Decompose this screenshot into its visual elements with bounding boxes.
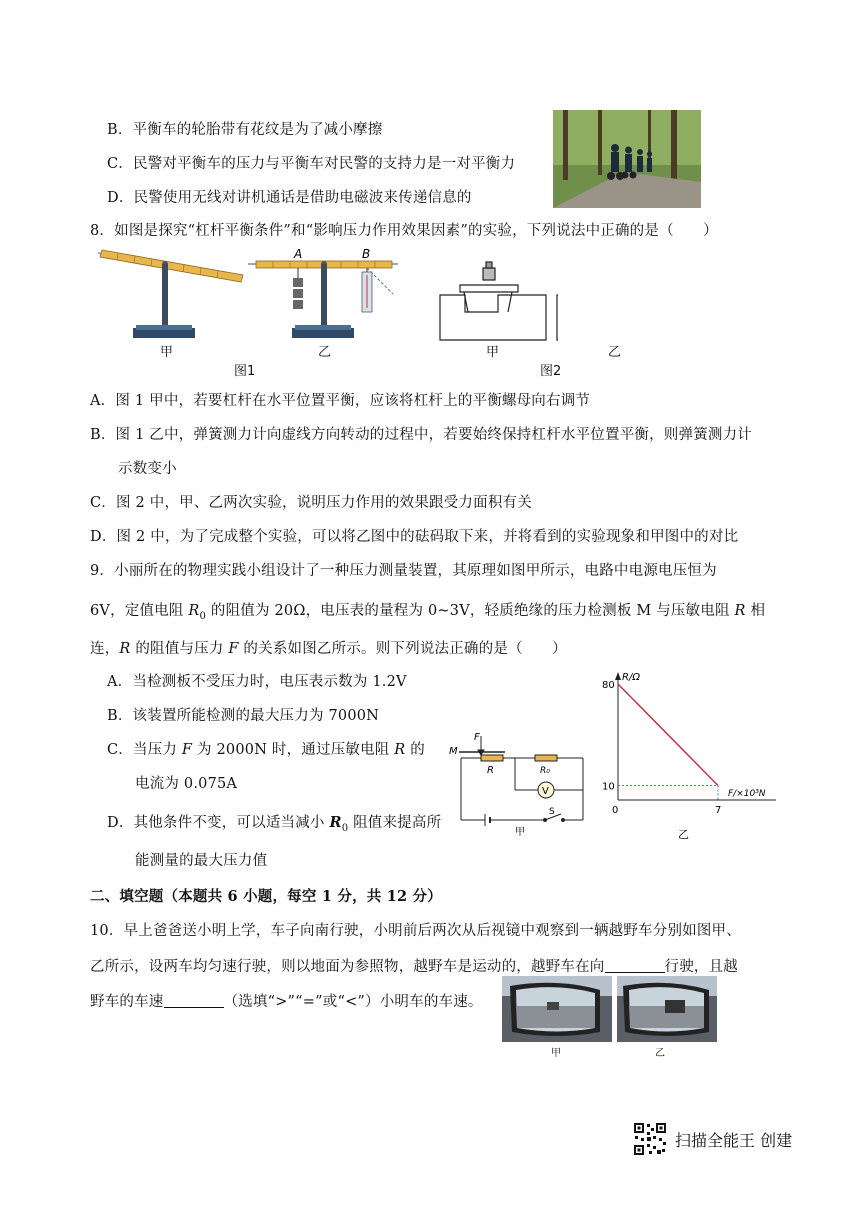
mirror-photo-jia <box>502 976 612 1042</box>
y-tick-low: 10 <box>602 781 615 793</box>
answer-blank-1[interactable] <box>605 958 665 973</box>
switch-label: S <box>549 807 555 817</box>
q8-option-c: C．图 2 中，甲、乙两次实验，说明压力作用的效果跟受力面积有关 <box>90 495 532 511</box>
q10-line1: 10．早上爸爸送小明上学，车子向南行驶，小明前后两次从后视镜中观察到一辆越野车分别如图甲、 <box>90 923 741 939</box>
q9-option-c-line2: 电流为 0.075A <box>135 776 238 792</box>
qr-code-icon <box>633 1122 667 1156</box>
mirror-photo-yi <box>617 976 717 1042</box>
graph-origin: 0 <box>612 805 619 816</box>
circuit-r-label: R <box>487 765 494 776</box>
q9-option-a: A．当检测板不受压力时，电压表示数为 1.2V <box>107 674 407 690</box>
q8-option-b-line2: 示数变小 <box>118 461 177 477</box>
q7-option-d: D．民警使用无线对讲机通话是借助电磁波来传递信息的 <box>107 190 472 206</box>
q9-option-b: B．该装置所能检测的最大压力为 7000N <box>107 708 380 724</box>
q9-stem-line1: 9．小丽所在的物理实践小组设计了一种压力测量装置，其原理如图甲所示，电路中电源电压恒为 <box>90 563 717 579</box>
fig1-yi-label: 乙 <box>318 345 332 360</box>
fig2-yi-label: 乙 <box>608 345 622 360</box>
fig1-caption: 图1 <box>234 364 256 379</box>
lever-jia-diagram <box>98 250 243 338</box>
graph-xlabel: F/×10³N <box>728 789 766 799</box>
q9-stem-line3: 连，R 的阻值与压力 F 的关系如图乙所示。则下列说法正确的是（ ） <box>90 641 567 657</box>
q7-option-b: B．平衡车的轮胎带有花纹是为了减小摩擦 <box>107 122 383 138</box>
q8-option-d: D．图 2 中，为了完成整个实验，可以将乙图中的砝码取下来，并将看到的实验现象和甲图中的对比 <box>90 529 739 545</box>
answer-blank-2[interactable] <box>164 993 224 1008</box>
balance-car-photo <box>553 110 701 208</box>
q9-option-d-line2: 能测量的最大压力值 <box>135 853 268 869</box>
q9-option-c-line1: C．当压力 F 为 2000N 时，通过压敏电阻 R 的 <box>107 742 425 758</box>
label-b: B <box>362 247 371 261</box>
scanner-watermark <box>633 1122 792 1156</box>
q7-option-c: C．民警对平衡车的压力与平衡车对民警的支持力是一对平衡力 <box>107 156 516 172</box>
lever-yi-diagram <box>248 247 398 338</box>
q9-option-d-line1: D．其他条件不变，可以适当减小 $R_0$ 阻值来提高所 <box>107 814 442 834</box>
resistance-force-line <box>618 684 718 786</box>
sponge-jia-diagram <box>440 262 546 340</box>
q9-stem-line2: 6V，定值电阻 $R_0$ 的阻值为 20Ω，电压表的量程为 0~3V，轻质绝缘的压力检测板 M 与压敏电阻 R 相 <box>90 603 766 622</box>
fig2-caption: 图2 <box>540 364 562 379</box>
circuit-r0-label: R₀ <box>540 766 550 776</box>
circuit-m-label: M <box>449 746 458 757</box>
circuit-f-label: F <box>474 732 480 743</box>
graph-caption: 乙 <box>678 828 689 841</box>
watermark-text: 扫描全能王 创建 <box>675 1130 793 1150</box>
mirror-yi-label: 乙 <box>655 1048 665 1059</box>
voltmeter-label: V <box>542 786 549 797</box>
q8-option-b-line1: B．图 1 乙中，弹簧测力计向虚线方向转动的过程中，若要始终保持杠杆水平位置平衡，则弹簧测力计 <box>90 427 752 443</box>
q8-option-a: A．图 1 甲中，若要杠杆在水平位置平衡，应该将杠杆上的平衡螺母向右调节 <box>90 393 591 409</box>
section2-title: 二、填空题（本题共 6 小题，每空 1 分，共 12 分） <box>90 888 442 905</box>
x-tick-end: 7 <box>715 805 722 816</box>
q9-circuit-diagram <box>445 728 595 838</box>
sponge-yi-diagram <box>557 270 558 340</box>
q8-stem: 8．如图是探究“杠杆平衡条件”和“影响压力作用效果因素”的实验，下列说法中正确的是（ ） <box>90 223 718 239</box>
q10-line3: 野车的车速 （选填“>”“=”或“<”）小明车的车速。 <box>90 994 483 1010</box>
q10-line2: 乙所示，设两车均匀速行驶，则以地面为参照物，越野车是运动的，越野车在向 行驶，且越 <box>90 959 738 975</box>
y-tick-top: 80 <box>602 680 615 691</box>
circuit-caption: 甲 <box>515 827 525 838</box>
q9-resistance-force-graph <box>598 668 783 848</box>
label-a: A <box>294 247 303 261</box>
graph-ylabel: R/Ω <box>622 672 640 683</box>
fig1-jia-label: 甲 <box>160 345 174 360</box>
mirror-jia-label: 甲 <box>551 1048 561 1059</box>
fig2-jia-label: 甲 <box>486 345 500 360</box>
